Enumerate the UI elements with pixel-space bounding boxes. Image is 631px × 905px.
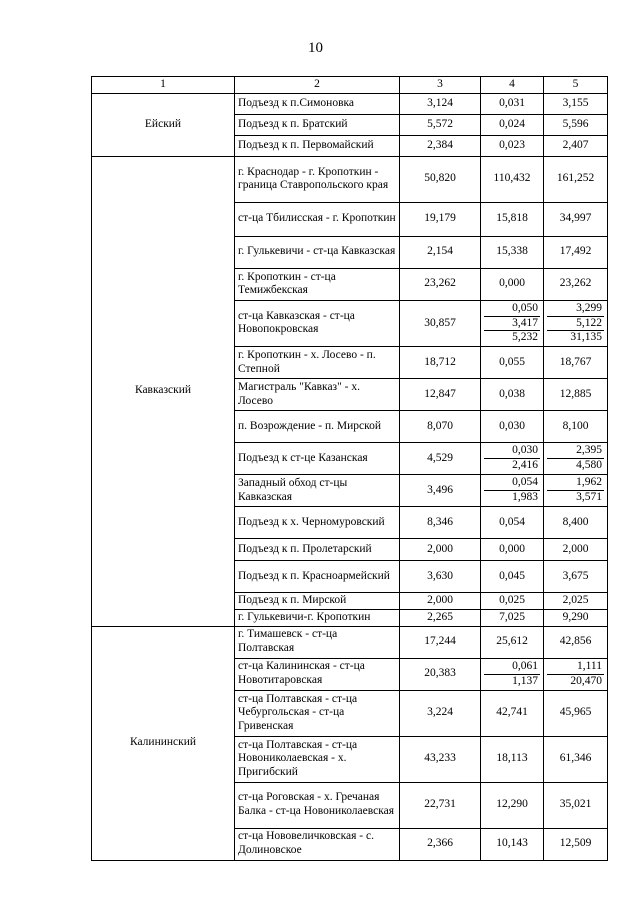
col4-cell: 10,143 bbox=[481, 828, 544, 860]
col3-cell: 20,383 bbox=[400, 658, 481, 690]
road-name-cell: ст-ца Нововеличковская - с. Долиновское bbox=[235, 828, 400, 860]
road-name-cell: Подъезд к ст-це Казанская bbox=[235, 443, 400, 475]
sub-value: 4,580 bbox=[547, 458, 604, 473]
header-cell: 2 bbox=[235, 77, 400, 94]
col4-cell: 0,025 bbox=[481, 593, 544, 610]
col5-cell bbox=[544, 475, 608, 507]
sub-value: 0,050 bbox=[512, 301, 538, 314]
col4-cell: 42,741 bbox=[481, 690, 544, 736]
sub-value: 3,299 bbox=[576, 301, 602, 314]
road-name-cell: Подъезд к п.Симоновка bbox=[235, 93, 400, 114]
col5-cell: 61,346 bbox=[544, 736, 608, 782]
col5-cell: 2,407 bbox=[544, 135, 608, 156]
sub-value: 3,571 bbox=[547, 490, 604, 505]
col3-cell: 3,124 bbox=[400, 93, 481, 114]
road-name-cell: ст-ца Полтавская - ст-ца Новониколаевская - х. Пригибский bbox=[235, 736, 400, 782]
sub-value: 1,983 bbox=[484, 490, 540, 505]
district-cell: Калининский bbox=[92, 626, 235, 860]
district-cell: Кавказский bbox=[92, 156, 235, 626]
col5-cell: 2,025 bbox=[544, 593, 608, 610]
col3-cell: 3,224 bbox=[400, 690, 481, 736]
col3-cell: 2,384 bbox=[400, 135, 481, 156]
sub-value: 2,395 bbox=[576, 444, 602, 457]
road-name-cell: п. Возрождение - п. Мирской bbox=[235, 411, 400, 443]
road-name-cell: Западный обход ст-цы Кавказская bbox=[235, 475, 400, 507]
road-name-cell: г. Кропоткин - х. Лосево - п. Степной bbox=[235, 347, 400, 379]
road-name-cell: г. Краснодар - г. Кропоткин - граница Ставропольского края bbox=[235, 156, 400, 202]
sub-value: 0,061 bbox=[512, 659, 538, 672]
col4-cell: 0,055 bbox=[481, 347, 544, 379]
col3-cell: 12,847 bbox=[400, 379, 481, 411]
col3-cell: 8,346 bbox=[400, 507, 481, 539]
col3-cell: 23,262 bbox=[400, 268, 481, 300]
sub-value: 0,030 bbox=[512, 444, 538, 457]
sub-value: 1,111 bbox=[576, 659, 602, 672]
col4-cell bbox=[481, 475, 544, 507]
col3-cell: 2,000 bbox=[400, 593, 481, 610]
col3-cell: 50,820 bbox=[400, 156, 481, 202]
header-cell: 3 bbox=[400, 77, 481, 94]
sub-value: 31,135 bbox=[547, 330, 604, 345]
col5-cell: 35,021 bbox=[544, 782, 608, 828]
col4-cell: 0,030 bbox=[481, 411, 544, 443]
road-name-cell: ст-ца Тбилисская - г. Кропоткин bbox=[235, 202, 400, 236]
col4-cell: 110,432 bbox=[481, 156, 544, 202]
col3-cell: 43,233 bbox=[400, 736, 481, 782]
col3-cell: 3,630 bbox=[400, 561, 481, 593]
col5-cell: 12,509 bbox=[544, 828, 608, 860]
sub-value: 3,417 bbox=[484, 316, 540, 331]
col4-cell: 0,023 bbox=[481, 135, 544, 156]
col5-cell: 8,100 bbox=[544, 411, 608, 443]
col4-cell: 18,113 bbox=[481, 736, 544, 782]
col3-cell: 5,572 bbox=[400, 114, 481, 135]
col3-cell: 18,712 bbox=[400, 347, 481, 379]
bottom-edge-artifact bbox=[0, 901, 631, 903]
col4-cell: 0,054 bbox=[481, 507, 544, 539]
sub-value: 20,470 bbox=[547, 674, 604, 689]
col4-cell: 25,612 bbox=[481, 626, 544, 658]
road-name-cell: Магистраль "Кавказ" - х. Лосево bbox=[235, 379, 400, 411]
district-cell: Ейский bbox=[92, 93, 235, 156]
sub-value: 0,054 bbox=[512, 476, 538, 489]
sub-value: 1,137 bbox=[484, 674, 540, 689]
col4-cell bbox=[481, 300, 544, 346]
road-name-cell: ст-ца Калининская - ст-ца Новотитаровская bbox=[235, 658, 400, 690]
sub-value: 5,122 bbox=[547, 316, 604, 331]
road-name-cell: г. Тимашевск - ст-ца Полтавская bbox=[235, 626, 400, 658]
col5-cell: 17,492 bbox=[544, 236, 608, 268]
road-name-cell: Подъезд к п. Мирской bbox=[235, 593, 400, 610]
col5-cell: 9,290 bbox=[544, 609, 608, 626]
col5-cell: 3,675 bbox=[544, 561, 608, 593]
page-number: 10 bbox=[308, 40, 323, 56]
sub-value: 1,962 bbox=[576, 476, 602, 489]
col3-cell: 8,070 bbox=[400, 411, 481, 443]
col4-cell: 0,045 bbox=[481, 561, 544, 593]
col3-cell: 2,154 bbox=[400, 236, 481, 268]
col5-cell bbox=[544, 300, 608, 346]
header-cell: 4 bbox=[481, 77, 544, 94]
table-row bbox=[92, 626, 608, 658]
road-name-cell: ст-ца Кавказская - ст-ца Новопокровская bbox=[235, 300, 400, 346]
road-name-cell: ст-ца Полтавская - ст-ца Чебургольская - ст-ца Гривенская bbox=[235, 690, 400, 736]
road-name-cell: Подъезд к п. Братский bbox=[235, 114, 400, 135]
road-name-cell: Подъезд к п. Первомайский bbox=[235, 135, 400, 156]
col4-cell: 0,024 bbox=[481, 114, 544, 135]
table-row bbox=[92, 93, 608, 114]
road-name-cell: г. Кропоткин - ст-ца Темижбекская bbox=[235, 268, 400, 300]
col4-cell: 0,038 bbox=[481, 379, 544, 411]
road-name-cell: Подъезд к п. Красноармейский bbox=[235, 561, 400, 593]
col5-cell: 34,997 bbox=[544, 202, 608, 236]
sub-value: 2,416 bbox=[484, 458, 540, 473]
col4-cell: 15,338 bbox=[481, 236, 544, 268]
col4-cell: 15,818 bbox=[481, 202, 544, 236]
road-name-cell: г. Гулькевичи - ст-ца Кавказская bbox=[235, 236, 400, 268]
col3-cell: 19,179 bbox=[400, 202, 481, 236]
col5-cell bbox=[544, 658, 608, 690]
road-name-cell: Подъезд к х. Черномуровский bbox=[235, 507, 400, 539]
col3-cell: 22,731 bbox=[400, 782, 481, 828]
header-cell: 1 bbox=[92, 77, 235, 94]
col4-cell: 7,025 bbox=[481, 609, 544, 626]
col4-cell: 0,031 bbox=[481, 93, 544, 114]
road-name-cell: ст-ца Роговская - х. Гречаная Балка - ст-ца Новониколаевская bbox=[235, 782, 400, 828]
col3-cell: 3,496 bbox=[400, 475, 481, 507]
col3-cell: 17,244 bbox=[400, 626, 481, 658]
col3-cell: 4,529 bbox=[400, 443, 481, 475]
roads-table bbox=[91, 76, 608, 861]
col5-cell: 23,262 bbox=[544, 268, 608, 300]
col5-cell: 45,965 bbox=[544, 690, 608, 736]
col5-cell: 18,767 bbox=[544, 347, 608, 379]
table-row bbox=[92, 156, 608, 202]
col4-cell bbox=[481, 658, 544, 690]
header-cell: 5 bbox=[544, 77, 608, 94]
road-name-cell: г. Гулькевичи-г. Кропоткин bbox=[235, 609, 400, 626]
col4-cell: 0,000 bbox=[481, 268, 544, 300]
col5-cell: 5,596 bbox=[544, 114, 608, 135]
col5-cell: 8,400 bbox=[544, 507, 608, 539]
col5-cell: 161,252 bbox=[544, 156, 608, 202]
col3-cell: 30,857 bbox=[400, 300, 481, 346]
col4-cell: 0,000 bbox=[481, 539, 544, 561]
col4-cell: 12,290 bbox=[481, 782, 544, 828]
road-name-cell: Подъезд к п. Пролетарский bbox=[235, 539, 400, 561]
col3-cell: 2,265 bbox=[400, 609, 481, 626]
col5-cell: 3,155 bbox=[544, 93, 608, 114]
col4-cell bbox=[481, 443, 544, 475]
col5-cell: 12,885 bbox=[544, 379, 608, 411]
col3-cell: 2,000 bbox=[400, 539, 481, 561]
header-row bbox=[92, 77, 608, 94]
col5-cell: 2,000 bbox=[544, 539, 608, 561]
sub-value: 5,232 bbox=[484, 330, 540, 345]
col5-cell bbox=[544, 443, 608, 475]
col5-cell: 42,856 bbox=[544, 626, 608, 658]
col3-cell: 2,366 bbox=[400, 828, 481, 860]
